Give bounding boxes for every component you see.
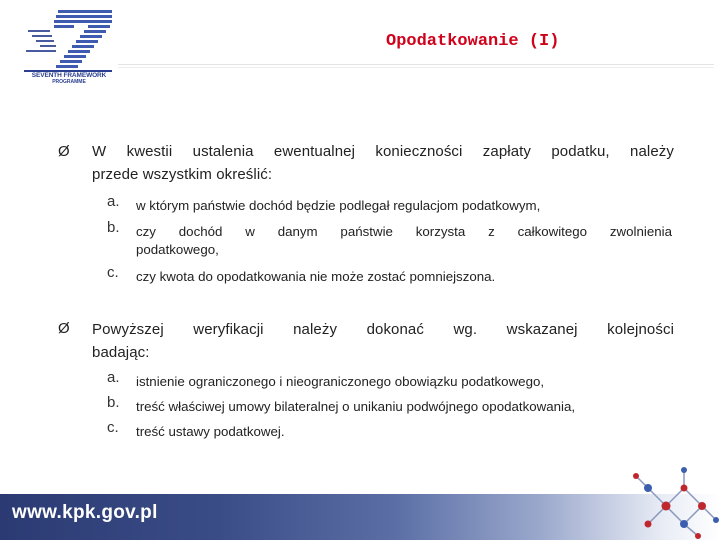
bullet-arrow-icon: Ø: [58, 143, 70, 160]
list-item: istnienie ograniczonego i nieograniczonego obowiązku podatkowego,: [136, 374, 545, 389]
list-item: w którym państwie dochód będzie podlegał regulacjom podatkowym,: [136, 198, 541, 213]
logo-caption-line2: PROGRAMME: [52, 79, 86, 85]
section-2-line-1: Powyższej weryfikacji należy dokonać wg. wskazanej kolejności: [92, 321, 674, 338]
network-graphic-icon: [628, 458, 720, 540]
list-item: treść właściwej umowy bilateralnej o unikaniu podwójnego opodatkowania,: [136, 399, 576, 414]
list-marker: b.: [107, 394, 120, 411]
list-marker: c.: [107, 264, 119, 281]
list-item: treść ustawy podatkowej.: [136, 424, 285, 439]
title-divider-shadow: [118, 67, 714, 68]
title-divider: [118, 64, 714, 65]
list-item: czy kwota do opodatkowania nie może zostać pomniejszona.: [136, 269, 496, 284]
list-item: czy dochód w danym państwie korzysta z całkowitego zwolnienia: [136, 224, 672, 239]
slide-header: [0, 0, 720, 100]
logo-caption: [24, 72, 114, 86]
list-marker: a.: [107, 193, 120, 210]
list-item-continuation: podatkowego,: [136, 242, 219, 257]
list-marker: b.: [107, 219, 120, 236]
bullet-arrow-icon: Ø: [58, 320, 70, 337]
footer-bar: [0, 494, 720, 540]
section-2-line-2: badając:: [92, 344, 150, 361]
list-marker: c.: [107, 419, 119, 436]
section-1-line-1: W kwestii ustalenia ewentualnej konieczności zapłaty podatku, należy: [92, 143, 674, 160]
slide-title: Opodatkowanie (I): [386, 32, 560, 51]
list-marker: a.: [107, 369, 120, 386]
section-1-line-2: przede wszystkim określić:: [92, 166, 273, 183]
logo-caption-line1: SEVENTH FRAMEWORK: [31, 72, 107, 79]
footer-url-link[interactable]: www.kpk.gov.pl: [12, 502, 158, 523]
